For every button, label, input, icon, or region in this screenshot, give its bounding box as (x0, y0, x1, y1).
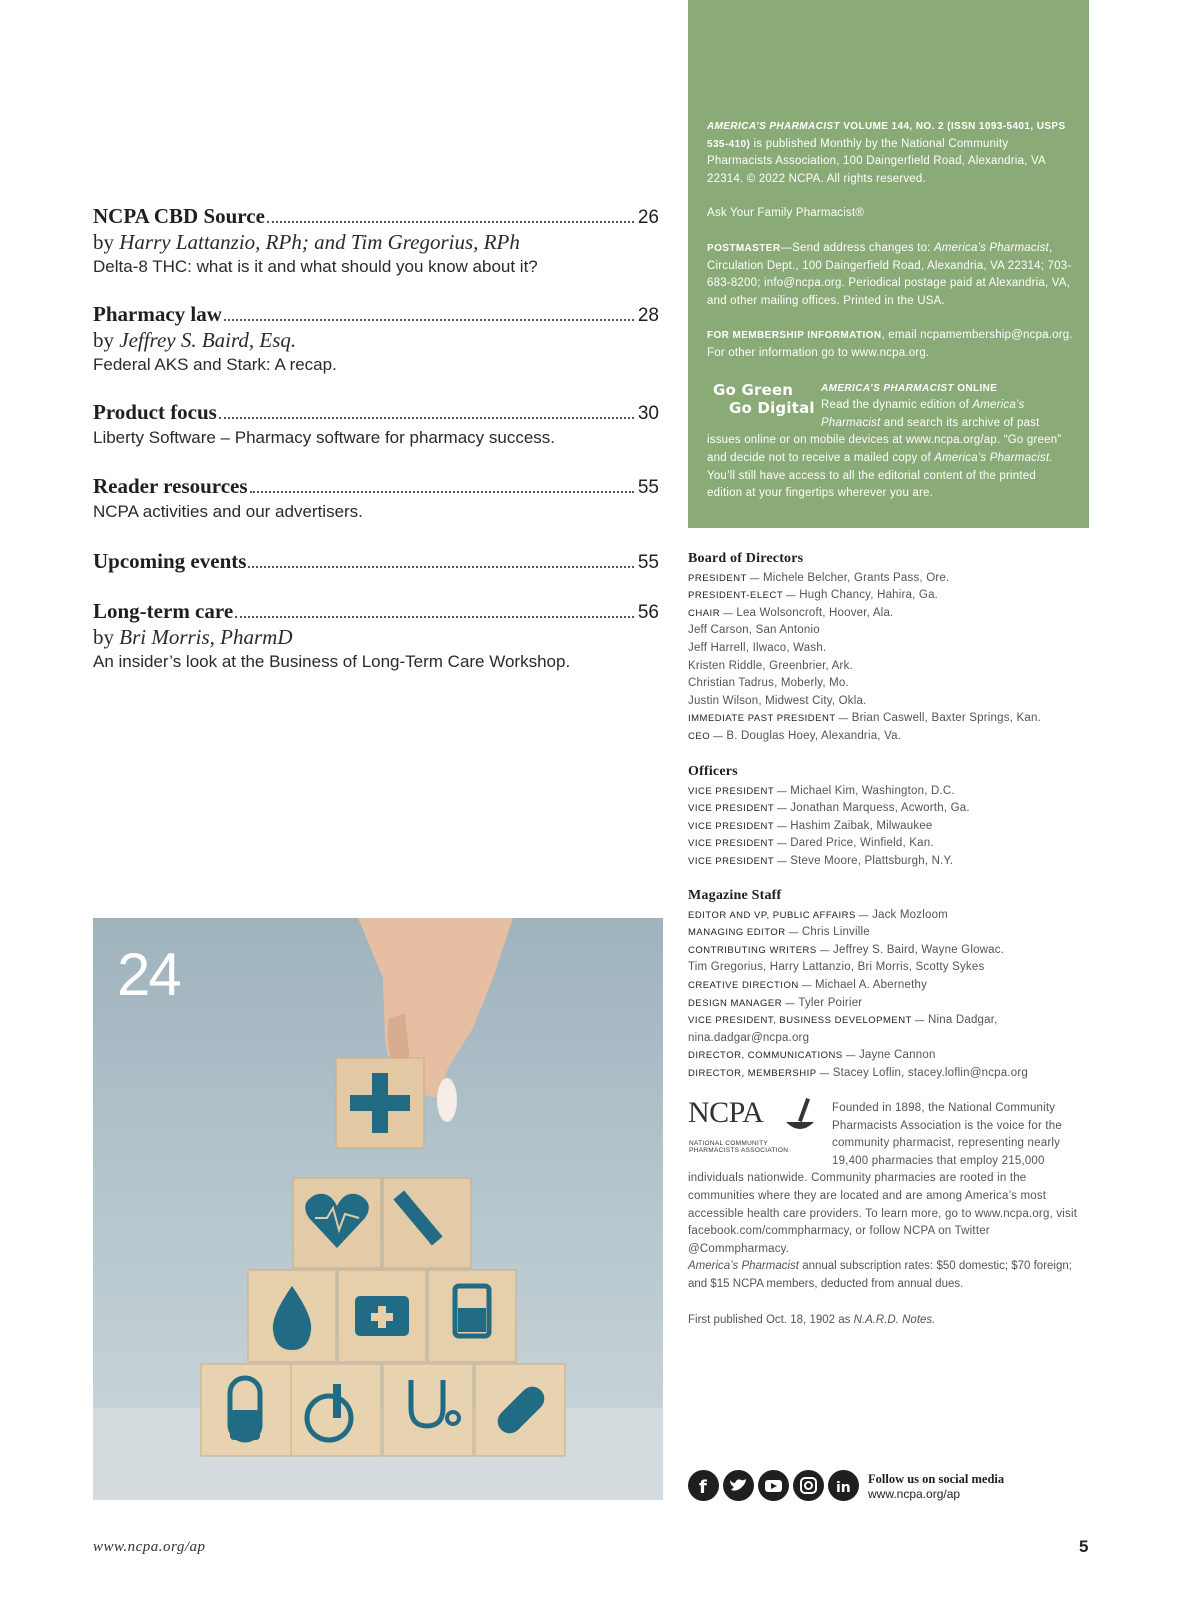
facebook-icon[interactable] (688, 1470, 719, 1501)
roster-line (688, 1030, 1088, 1048)
follow-label: Follow us on social media (868, 1472, 1005, 1486)
roster-line (688, 995, 1088, 1013)
person-name: Justin Wilson, Midwest City, Okla. (688, 694, 867, 707)
roster-line (688, 907, 1088, 925)
person-name: Michael A. Abernethy (814, 978, 928, 991)
svg-text:in: in (836, 1480, 851, 1496)
leader-dots (267, 221, 634, 223)
role-label: VICE PRESIDENT — (688, 855, 791, 867)
roster-line (688, 942, 1088, 960)
person-name: Dared Price, Winfield, Kan. (790, 837, 934, 850)
toc-entry-cbd[interactable] (93, 204, 659, 279)
toc-entry-upcoming-events[interactable] (93, 549, 659, 575)
person-name: Jeffrey S. Baird, Wayne Glowac. (833, 943, 1005, 956)
instagram-icon[interactable] (793, 1470, 824, 1501)
roster-line (688, 640, 1088, 658)
roster-line (688, 924, 1088, 942)
roster-line (688, 693, 1088, 711)
role-label: DIRECTOR, MEMBERSHIP — (688, 1067, 833, 1079)
toc-title: Reader resources (93, 474, 248, 498)
person-name: Jonathan Marquess, Acworth, Ga. (790, 802, 970, 815)
section-heading: Magazine Staff (688, 888, 782, 903)
role-label: VICE PRESIDENT — (688, 803, 791, 815)
roster-line (688, 977, 1088, 995)
person-name: Hugh Chancy, Hahira, Ga. (799, 589, 939, 602)
roster-line (688, 835, 1088, 853)
ncpa-description: Founded in 1898, the National Community Pharmacists Association is the voice for the community pharmacist, representing nearly 19,400 pharmacies that employ 215,000 individuals nationwide. Community pharmacies are rooted in the communities where they are located and are among America’s most accessible health care providers. To learn more, go to www.ncpa.org, visit facebook.com/commpharmacy, or follow NCPA on Twitter @Commpharmacy. (688, 1102, 1078, 1255)
roster-line (688, 1047, 1088, 1065)
toc-byline: by Bri Morris, PharmD (93, 625, 293, 649)
role-label: DESIGN MANAGER — (688, 997, 799, 1009)
roster-line (688, 728, 1088, 746)
role-label: CEO — (688, 730, 727, 742)
person-name: Nina Dadgar, (928, 1014, 998, 1027)
follow-us (868, 1472, 1004, 1502)
feature-photo[interactable] (93, 918, 663, 1500)
youtube-icon[interactable] (758, 1470, 789, 1501)
publication-statement: AMERICA’S PHARMACIST VOLUME 144, NO. 2 (ISSN 1093-5401, USPS 535-410) is published Monthly by the National Community Pharmacists Association, 100 Daingerfield Road, Alexandria, VA 22314. © 2022 NCPA. All rights reserved. (707, 121, 1066, 185)
toc-description: An insider’s look at the Business of Long-Term Care Workshop. (93, 652, 571, 671)
toc-byline: by Harry Lattanzio, RPh; and Tim Gregorius, RPh (93, 230, 520, 254)
postmaster-info: POSTMASTER—Send address changes to: America’s Pharmacist, Circulation Dept., 100 Daingerfield Road, Alexandria, VA 22314; 703-683-8200; info@ncpa.org. Periodical postage paid at Alexandria, VA, and other mailing offices. Printed in the USA. (707, 241, 1072, 307)
toc-entry-long-term-care[interactable] (93, 599, 659, 674)
person-name: Jack Mozloom (872, 908, 948, 921)
leader-dots (235, 616, 634, 618)
toc-byline: by Jeffrey S. Baird, Esq. (93, 328, 297, 352)
toc-page-number: 56 (637, 602, 659, 623)
person-name: Tyler Poirier (798, 996, 863, 1009)
toc-page-number: 26 (637, 207, 659, 228)
svg-text:f: f (699, 1477, 707, 1498)
roster-line (688, 1065, 1088, 1083)
person-name: Jeff Carson, San Antonio (688, 624, 820, 637)
footer-url[interactable]: www.ncpa.org/ap (93, 1539, 206, 1555)
roster-line (688, 800, 1088, 818)
role-label: EDITOR AND VP, PUBLIC AFFAIRS — (688, 909, 873, 921)
social-links (688, 1470, 859, 1501)
ncpa-logo: NCPA NATIONAL COMMUNITY PHARMACISTS ASSOCIATION (688, 1100, 826, 1156)
person-name: Brian Caswell, Baxter Springs, Kan. (851, 712, 1041, 725)
toc-title: Product focus (93, 400, 217, 424)
role-label: CHAIR — (688, 607, 737, 619)
roster-line (688, 783, 1088, 801)
toc-page-number: 55 (637, 552, 659, 573)
leader-dots (224, 319, 634, 321)
magazine-staff (688, 887, 1088, 1083)
roster-line (688, 675, 1088, 693)
roster-line (688, 710, 1088, 728)
page-reference-number: 24 (117, 941, 180, 1008)
toc-entry-reader-resources[interactable] (93, 474, 659, 524)
ask-pharmacist-tagline: Ask Your Family Pharmacist® (707, 207, 865, 220)
role-label: VICE PRESIDENT, BUSINESS DEVELOPMENT — (688, 1015, 928, 1027)
section-heading: Board of Directors (688, 551, 804, 566)
membership-info: FOR MEMBERSHIP INFORMATION, email ncpamembership@ncpa.org. For other information go to www.ncpa.org. (707, 329, 1073, 359)
person-name: Stacey Loflin, stacey.loflin@ncpa.org (832, 1066, 1028, 1079)
ncpa-about (688, 1096, 1088, 1258)
toc-entry-product-focus[interactable] (93, 400, 659, 450)
role-label: IMMEDIATE PAST PRESIDENT — (688, 713, 852, 725)
page-number: 5 (1079, 1537, 1089, 1556)
role-label: CREATIVE DIRECTION — (688, 979, 815, 991)
toc-title: Upcoming events (93, 549, 247, 573)
go-green-go-digital-logo: Go Green Go Digital (713, 380, 815, 417)
section-heading: Officers (688, 764, 738, 779)
person-name: B. Douglas Hoey, Alexandria, Va. (726, 729, 902, 742)
toc-title: Pharmacy law (93, 302, 222, 326)
board-of-directors (688, 550, 1088, 746)
roster-line (688, 622, 1088, 640)
person-name: Jeff Harrell, Ilwaco, Wash. (688, 641, 827, 654)
person-name: Kristen Riddle, Greenbrier, Ark. (688, 659, 853, 672)
person-name: Lea Wolsoncroft, Hoover, Ala. (736, 606, 894, 619)
toc-description: Liberty Software – Pharmacy software for pharmacy success. (93, 428, 556, 447)
role-label: VICE PRESIDENT — (688, 838, 791, 850)
toc-title: Long-term care (93, 599, 234, 623)
person-name: Christian Tadrus, Moberly, Mo. (688, 677, 849, 690)
toc-page-number: 30 (637, 403, 659, 424)
roster-line (688, 959, 1088, 977)
role-label: PRESIDENT-ELECT — (688, 590, 800, 602)
person-name: Tim Gregorius, Harry Lattanzio, Bri Morris, Scotty Sykes (688, 961, 985, 974)
first-published-note: First published Oct. 18, 1902 as N.A.R.D. Notes. (688, 1314, 936, 1326)
leader-dots (219, 417, 634, 419)
leader-dots (250, 491, 634, 493)
role-label: CONTRIBUTING WRITERS — (688, 944, 834, 956)
subscription-rates: America’s Pharmacist annual subscription rates: $50 domestic; $70 foreign; and $15 NCPA members, deducted from annual dues. (688, 1260, 1072, 1290)
toc-description: NCPA activities and our advertisers. (93, 502, 363, 521)
toc-description: Delta-8 THC: what is it and what should you know about it? (93, 257, 538, 276)
publication-info-box (688, 0, 1089, 528)
role-label: MANAGING EDITOR — (688, 927, 802, 939)
person-name: Jayne Cannon (858, 1049, 936, 1062)
roster-line (688, 853, 1088, 871)
toc-entry-pharmacy-law[interactable] (93, 302, 659, 377)
follow-url[interactable]: www.ncpa.org/ap (868, 1487, 961, 1501)
roster-line (688, 658, 1088, 676)
officers (688, 763, 1088, 871)
toc-page-number: 55 (637, 477, 659, 498)
toc-page-number: 28 (637, 305, 659, 326)
roster-line (688, 605, 1088, 623)
person-name: Michele Belcher, Grants Pass, Ore. (762, 571, 950, 584)
role-label: VICE PRESIDENT — (688, 785, 791, 797)
roster-line (688, 570, 1088, 588)
roster-line (688, 587, 1088, 605)
person-name: Hashim Zaibak, Milwaukee (790, 819, 933, 832)
role-label: DIRECTOR, COMMUNICATIONS — (688, 1050, 859, 1062)
mortar-pestle-icon (780, 1096, 820, 1140)
leader-dots (248, 566, 633, 568)
roster-line (688, 1012, 1088, 1030)
linkedin-icon[interactable] (828, 1470, 859, 1501)
online-info: Go Green Go Digital AMERICA’S PHARMACIST ONLINE Read the dynamic edition of America’s Pharmacist and search its archive of past issues online or on mobile devices at www.ncpa.org/ap. “Go green” and decide not to receive a mailed copy of America’s Pharmacist. You’ll still have access to all the editorial content of the printed edition at your fingertips wherever you are. (707, 380, 1062, 500)
toc-title: NCPA CBD Source (93, 204, 265, 228)
role-label: PRESIDENT — (688, 572, 763, 584)
roster-line (688, 818, 1088, 836)
twitter-icon[interactable] (723, 1470, 754, 1501)
person-name: Michael Kim, Washington, D.C. (790, 784, 955, 797)
role-label: VICE PRESIDENT — (688, 820, 791, 832)
toc-description: Federal AKS and Stark: A recap. (93, 355, 337, 374)
person-name: Steve Moore, Plattsburgh, N.Y. (790, 854, 954, 867)
person-name: Chris Linville (801, 926, 870, 939)
person-name: nina.dadgar@ncpa.org (688, 1031, 810, 1044)
